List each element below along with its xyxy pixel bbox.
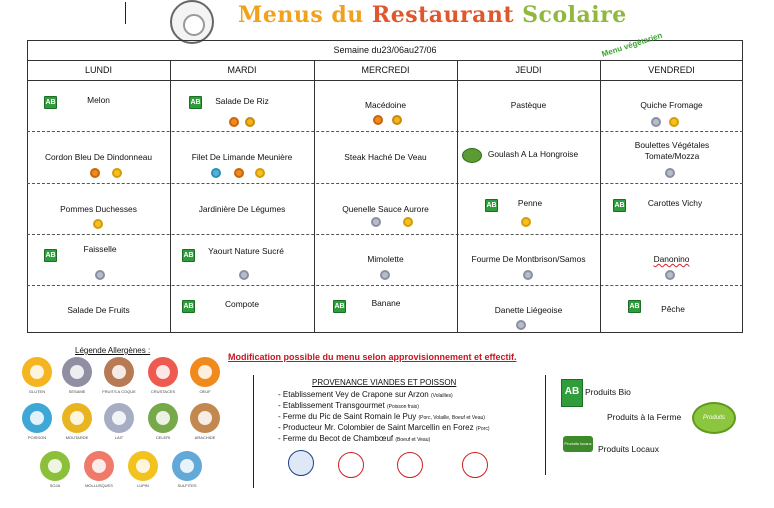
bio-icon: AB bbox=[628, 300, 641, 313]
provenance-note: (Boeuf et Veau) bbox=[395, 437, 431, 443]
provenance-text: - Ferme du Pic de Saint Romain le Puy bbox=[278, 412, 417, 421]
menu-item: Salade De Riz bbox=[215, 96, 269, 106]
milk-allergen-icon bbox=[371, 217, 381, 227]
menu-item: Pêche bbox=[661, 304, 685, 314]
gluten-icon bbox=[22, 357, 52, 387]
farm-products-icon: Produits Ferme bbox=[692, 402, 736, 434]
page-title bbox=[238, 2, 627, 28]
mustard-icon bbox=[62, 403, 92, 433]
legend-label: POISSON bbox=[27, 435, 47, 440]
menu-item: Banane bbox=[371, 298, 401, 308]
quality-label-icon bbox=[288, 450, 314, 476]
menu-item: Compote bbox=[225, 299, 259, 309]
bio-products-label: Produits Bio bbox=[585, 387, 631, 397]
row-divider bbox=[27, 285, 743, 286]
week-label: Semaine du23/06au27/06 bbox=[333, 45, 437, 55]
menu-item: Danette Liégeoise bbox=[494, 305, 563, 315]
menu-item: Pastèque bbox=[510, 100, 547, 110]
title-part-2: Restaurant bbox=[371, 2, 523, 28]
gluten-allergen-icon bbox=[669, 117, 679, 127]
bio-icon: AB bbox=[333, 300, 346, 313]
vegetarian-menu-label: Menu végétarien bbox=[600, 30, 664, 59]
menu-item: Melon bbox=[87, 95, 110, 105]
table-rule bbox=[27, 80, 743, 81]
gluten-allergen-icon bbox=[112, 168, 122, 178]
menu-item: Goulash A La Hongroise bbox=[487, 149, 579, 159]
legend-label: OEUF bbox=[199, 389, 211, 394]
legend-label: SESAME bbox=[68, 389, 86, 394]
provenance-line bbox=[278, 423, 490, 432]
egg-allergen-icon bbox=[234, 168, 244, 178]
french-pork-star-icon bbox=[338, 452, 364, 478]
row-divider bbox=[27, 183, 743, 184]
sulphite-icon bbox=[172, 451, 202, 481]
menu-item: Danonino bbox=[653, 254, 690, 264]
milk-allergen-icon bbox=[95, 270, 105, 280]
products-divider bbox=[545, 375, 546, 475]
menu-item: Pommes Duchesses bbox=[60, 204, 137, 214]
mollusc-icon bbox=[84, 451, 114, 481]
menu-item: Faisselle bbox=[83, 244, 117, 254]
bio-icon: AB bbox=[44, 249, 57, 262]
legend-label: CELERI bbox=[155, 435, 171, 440]
french-beef-star-icon bbox=[397, 452, 423, 478]
menu-item: Quiche Fromage bbox=[640, 100, 703, 110]
menu-item: Yaourt Nature Sucré bbox=[208, 246, 284, 256]
nuts-icon bbox=[104, 357, 134, 387]
menu-table bbox=[27, 40, 743, 333]
menu-change-notice: Modification possible du menu selon approvisionnement et effectif. bbox=[228, 352, 517, 362]
day-header-jeudi: JEUDI bbox=[515, 65, 542, 75]
provenance-note: (Volailles) bbox=[430, 393, 453, 399]
title-part-3: Scolaire bbox=[522, 2, 627, 28]
provenance-note: (Porc) bbox=[475, 426, 490, 432]
egg-allergen-icon bbox=[90, 168, 100, 178]
provenance-text: - Producteur Mr. Colombier de Saint Marcellin en Forez bbox=[278, 423, 474, 432]
legend-label: FRUITS A COQUE bbox=[102, 389, 136, 394]
farm-products-label: Produits à la Ferme bbox=[607, 412, 682, 422]
menu-item: Mimolette bbox=[367, 254, 404, 264]
gluten-allergen-icon bbox=[255, 168, 265, 178]
provenance-text: - Ferme du Becot de Chambœuf bbox=[278, 434, 394, 443]
restaurant-logo bbox=[170, 0, 214, 44]
menu-item: Quenelle Sauce Aurore bbox=[342, 204, 429, 214]
row-divider bbox=[27, 234, 743, 235]
bio-icon: AB bbox=[182, 249, 195, 262]
provenance-line bbox=[278, 412, 485, 421]
day-header-vendredi: VENDREDI bbox=[648, 65, 695, 75]
provenance-divider bbox=[253, 375, 254, 488]
milk-allergen-icon bbox=[239, 270, 249, 280]
mustard-allergen-icon bbox=[245, 117, 255, 127]
menu-item: Penne bbox=[517, 198, 543, 208]
allergen-legend bbox=[14, 357, 226, 497]
provenance-text: - Etablissement Transgourmet bbox=[278, 401, 385, 410]
row-divider bbox=[27, 131, 743, 132]
bio-icon: AB bbox=[189, 96, 202, 109]
milk-allergen-icon bbox=[380, 270, 390, 280]
bio-icon: AB bbox=[182, 300, 195, 313]
fish-icon bbox=[22, 403, 52, 433]
legend-label: MOUTARDE bbox=[65, 435, 89, 440]
legend-label: LAIT bbox=[114, 435, 124, 440]
legend-label: LUPIN bbox=[137, 483, 149, 488]
gluten-allergen-icon bbox=[521, 217, 531, 227]
milk-allergen-icon bbox=[523, 270, 533, 280]
provenance-title: PROVENANCE VIANDES ET POISSON bbox=[312, 378, 457, 387]
local-products-icon: Produits locaux bbox=[563, 436, 593, 452]
sesame-icon bbox=[62, 357, 92, 387]
day-header-mardi: MARDI bbox=[227, 65, 257, 75]
egg-allergen-icon bbox=[373, 115, 383, 125]
header-divider bbox=[125, 2, 126, 24]
provenance-line bbox=[278, 401, 419, 410]
egg-icon bbox=[190, 357, 220, 387]
crustacean-icon bbox=[148, 357, 178, 387]
legend-label: MOLLUSQUES bbox=[85, 483, 113, 488]
provenance-line bbox=[278, 434, 430, 443]
legend-label: CRUSTACES bbox=[150, 389, 176, 394]
menu-item: Carottes Vichy bbox=[647, 198, 703, 208]
local-product-icon bbox=[462, 148, 482, 163]
milk-allergen-icon bbox=[665, 168, 675, 178]
day-header-lundi: LUNDI bbox=[84, 65, 112, 75]
menu-item: Jardinière De Légumes bbox=[198, 204, 286, 214]
plate-icon bbox=[183, 14, 205, 36]
milk-allergen-icon bbox=[516, 320, 526, 330]
soy-icon bbox=[40, 451, 70, 481]
provenance-note: (Porc, Volaille, Boeuf et Veau) bbox=[418, 415, 485, 421]
day-header-mercredi: MERCREDI bbox=[361, 65, 410, 75]
milk-allergen-icon bbox=[651, 117, 661, 127]
gluten-allergen-icon bbox=[93, 219, 103, 229]
menu-item: Steak Haché De Veau bbox=[344, 152, 427, 162]
provenance-text: - Etablissement Vey de Crapone sur Arzon bbox=[278, 390, 429, 399]
french-poultry-star-icon bbox=[462, 452, 488, 478]
gluten-allergen-icon bbox=[403, 217, 413, 227]
egg-allergen-icon bbox=[229, 117, 239, 127]
bio-icon: AB bbox=[613, 199, 626, 212]
celery-icon bbox=[148, 403, 178, 433]
title-part-1: Menus du bbox=[238, 2, 372, 28]
milk-icon bbox=[104, 403, 134, 433]
column-divider bbox=[170, 60, 171, 333]
bio-icon: AB bbox=[485, 199, 498, 212]
legend-label: SULFITES bbox=[177, 483, 197, 488]
menu-item: Boulettes Végétales Tomate/Mozza bbox=[634, 140, 710, 161]
legend-label: ARACHIDE bbox=[194, 435, 216, 440]
provenance-line bbox=[278, 390, 453, 399]
fish-allergen-icon bbox=[211, 168, 221, 178]
milk-allergen-icon bbox=[665, 270, 675, 280]
bio-icon: AB bbox=[44, 96, 57, 109]
menu-item: Salade De Fruits bbox=[67, 305, 130, 315]
legend-label: SOJA bbox=[49, 483, 61, 488]
lupin-icon bbox=[128, 451, 158, 481]
provenance-note: (Poisson frais) bbox=[386, 404, 419, 410]
peanut-icon bbox=[190, 403, 220, 433]
menu-item: Cordon Bleu De Dindonneau bbox=[44, 152, 153, 162]
menu-item: Macédoine bbox=[365, 100, 406, 110]
menu-item: Fourme De Montbrison/Samos bbox=[471, 254, 586, 264]
mustard-allergen-icon bbox=[392, 115, 402, 125]
menu-item: Filet De Limande Meunière bbox=[191, 152, 293, 162]
legend-label: GLUTEN bbox=[28, 389, 46, 394]
bio-label-icon: AB bbox=[561, 379, 583, 407]
local-products-label: Produits Locaux bbox=[598, 444, 659, 454]
allergen-legend-title: Légende Allergènes : bbox=[75, 346, 151, 355]
